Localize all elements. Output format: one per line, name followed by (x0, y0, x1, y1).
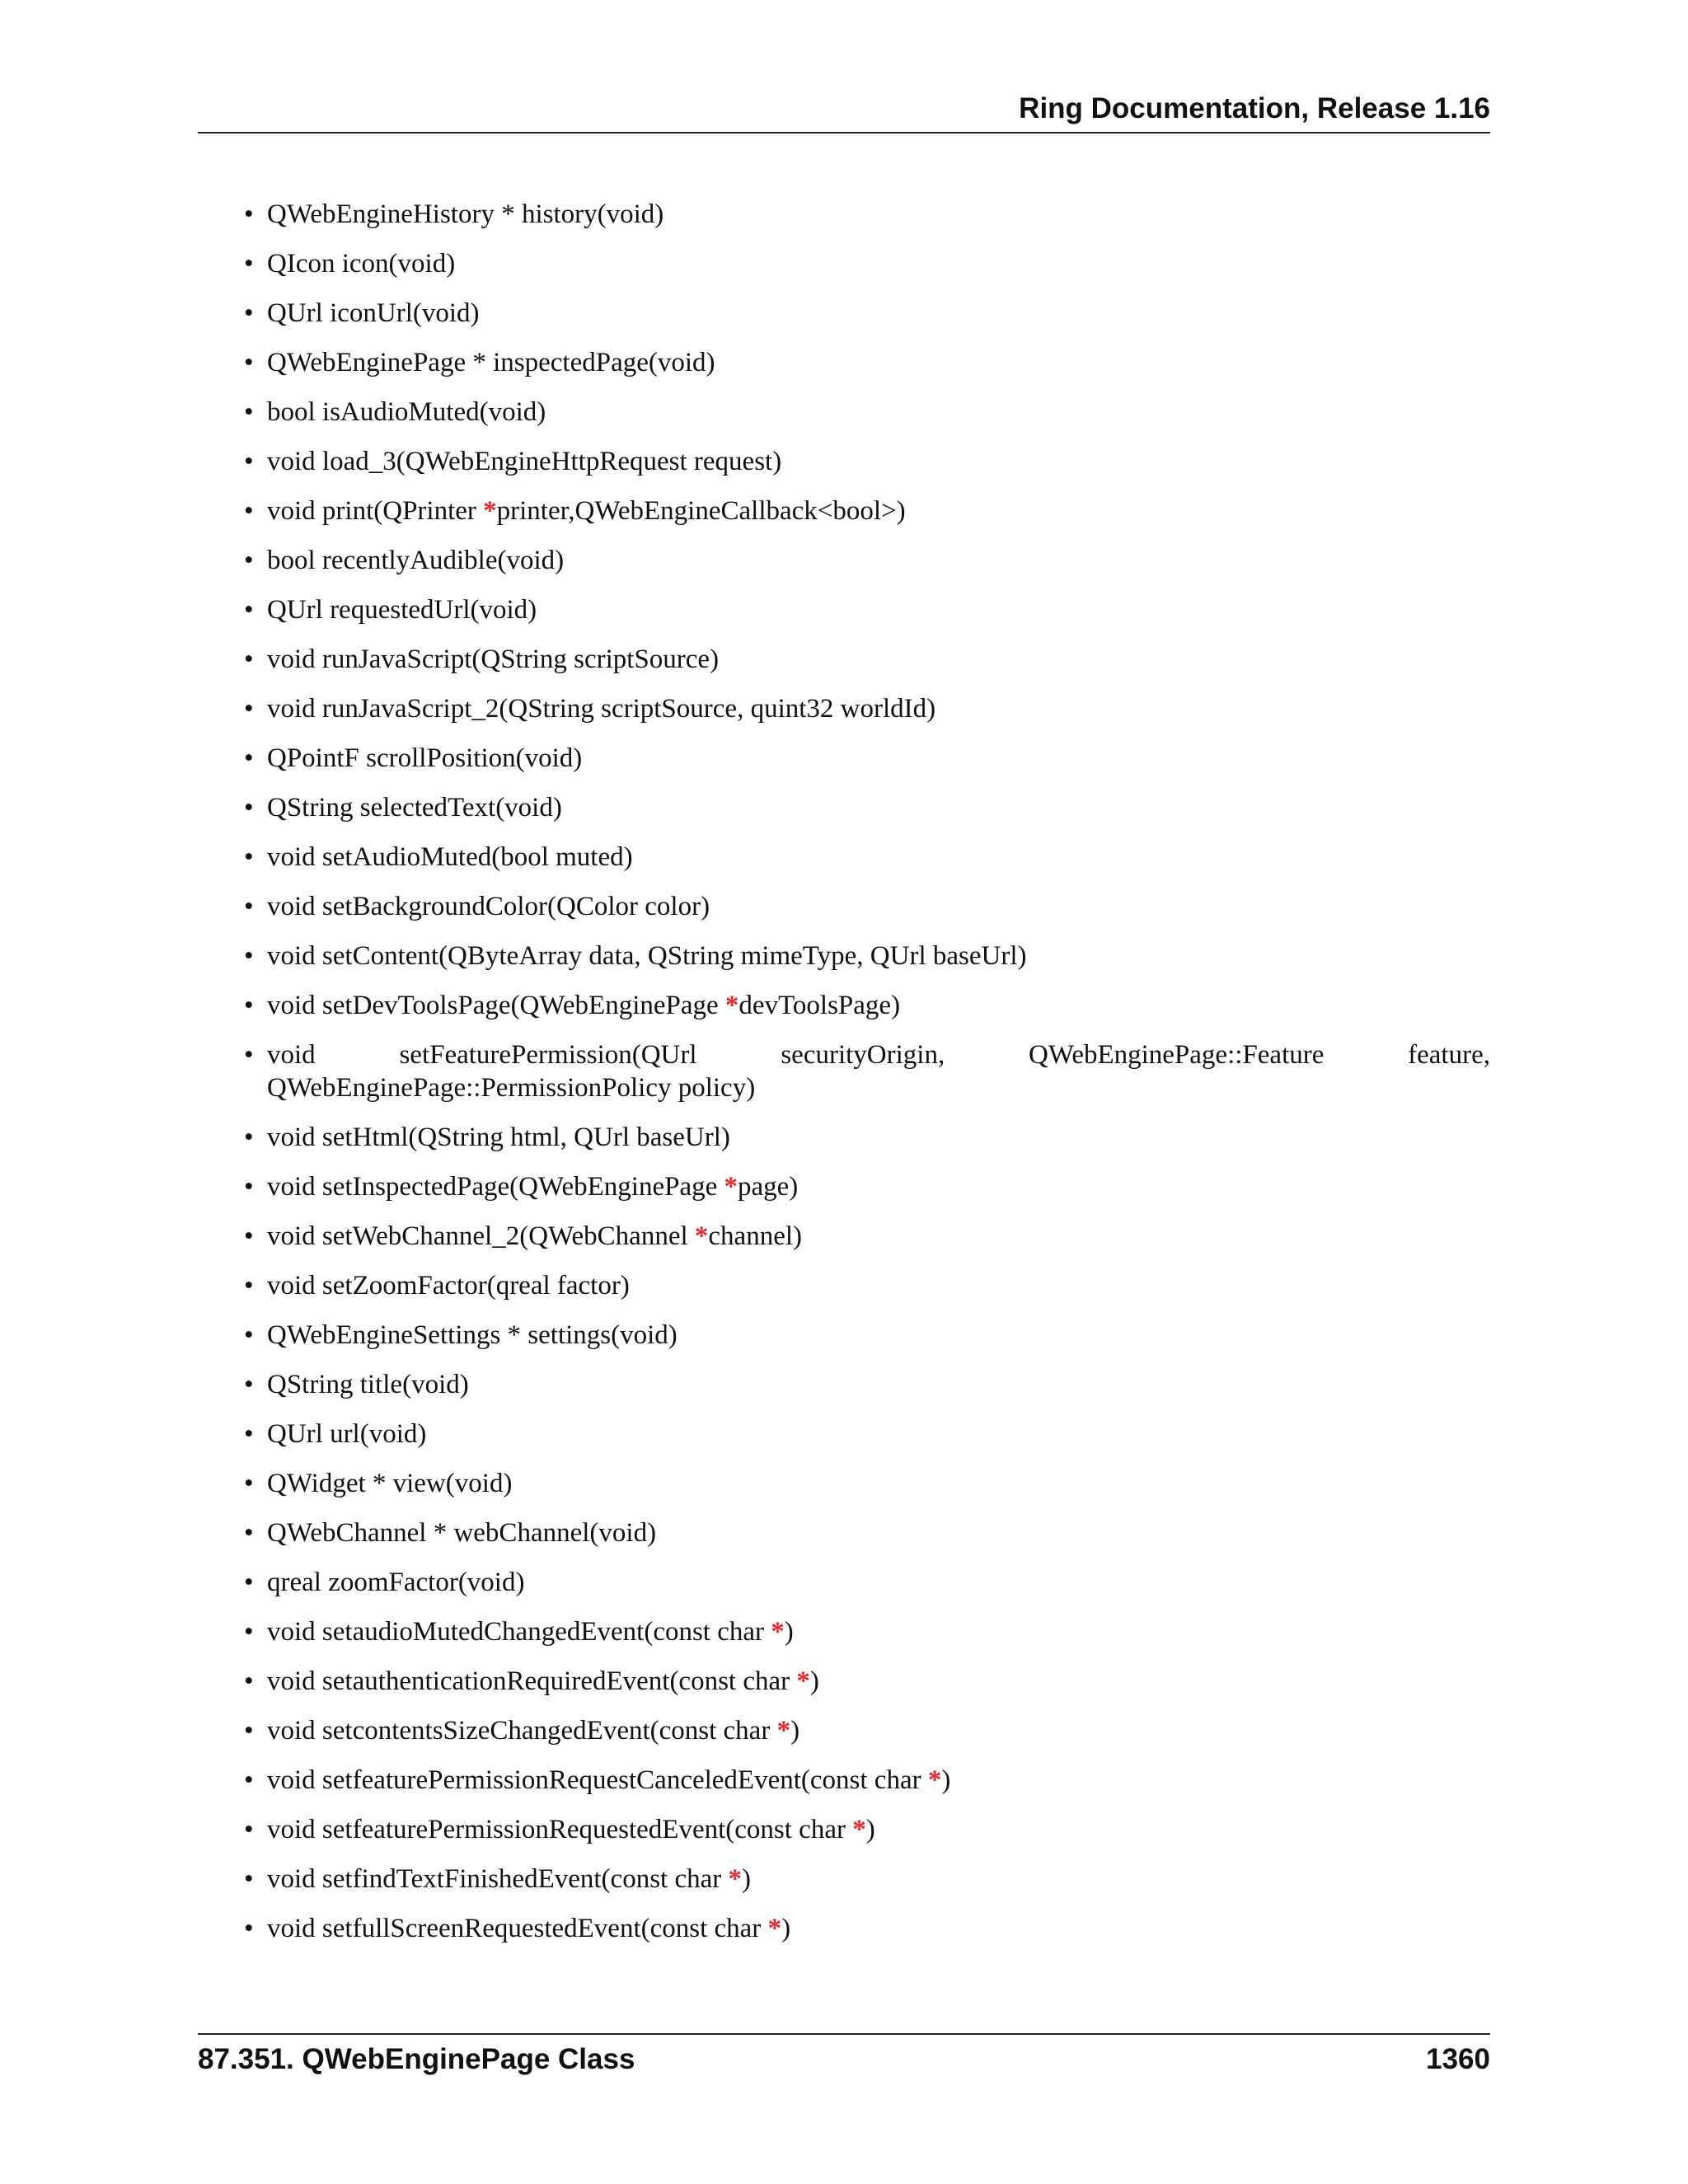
list-item (198, 989, 1490, 1022)
bullet-icon: • (244, 1716, 254, 1746)
item-text: void load_3(QWebEngineHttpRequest request) (267, 447, 782, 476)
bullet-icon: • (244, 1419, 254, 1449)
bullet-icon: • (244, 1568, 254, 1597)
list-item (198, 1813, 1490, 1846)
list-item (198, 1764, 1490, 1797)
bullet-icon: • (244, 1469, 254, 1498)
item-text: QUrl requestedUrl(void) (267, 595, 537, 625)
bullet-icon: • (244, 743, 254, 773)
list-item (198, 297, 1490, 330)
bullet-icon: • (244, 496, 254, 526)
list-item (198, 1665, 1490, 1698)
pointer-asterisk: * (724, 1172, 738, 1202)
list-item (198, 445, 1490, 478)
bullet-icon: • (244, 1221, 254, 1251)
item-text: void setaudioMutedChangedEvent(const char (267, 1617, 771, 1647)
item-text: ) (781, 1914, 791, 1943)
item-text: void setHtml(QString html, QUrl baseUrl) (267, 1122, 730, 1152)
list-item (198, 1368, 1490, 1401)
list-item (198, 494, 1490, 527)
page-header (198, 91, 1490, 134)
list-item (198, 841, 1490, 874)
pointer-asterisk: * (728, 1864, 742, 1894)
bullet-icon: • (244, 1914, 254, 1943)
list-item (198, 1121, 1490, 1154)
item-text: void setfeaturePermissionRequestCanceledEvent(const char (267, 1765, 928, 1795)
list-item (198, 593, 1490, 626)
item-text: QWebEnginePage * inspectedPage(void) (267, 348, 715, 377)
method-list (198, 198, 1490, 1945)
pointer-asterisk: * (796, 1666, 810, 1696)
item-text: ) (865, 1815, 875, 1844)
item-text: QUrl iconUrl(void) (267, 298, 480, 328)
list-item (198, 346, 1490, 379)
item-text: void setfeaturePermissionRequestedEvent(const char (267, 1815, 853, 1844)
list-item (198, 1714, 1490, 1747)
item-text: void setFeaturePermission(QUrl securityOrigin, QWebEnginePage::Feature feature, QWebEnginePage::PermissionPolicy policy) (267, 1040, 1490, 1103)
bullet-icon: • (244, 546, 254, 575)
pointer-asterisk: * (694, 1221, 709, 1251)
page-content (198, 198, 1490, 1961)
bullet-icon: • (244, 1617, 254, 1647)
list-item (198, 742, 1490, 775)
bullet-icon: • (244, 793, 254, 823)
bullet-icon: • (244, 842, 254, 872)
list-item (198, 1516, 1490, 1549)
item-text: void setDevToolsPage(QWebEnginePage (267, 991, 725, 1020)
item-text: void setInspectedPage(QWebEnginePage (267, 1172, 724, 1202)
pointer-asterisk: * (724, 991, 739, 1020)
footer-page-number: 1360 (1426, 2043, 1490, 2075)
list-item (198, 1170, 1490, 1203)
list-item (198, 940, 1490, 972)
item-text: QPointF scrollPosition(void) (267, 743, 583, 773)
item-text: ) (809, 1666, 819, 1696)
list-item (198, 1863, 1490, 1896)
list-item (198, 1912, 1490, 1945)
item-text: QString selectedText(void) (267, 793, 562, 823)
item-text: void setContent(QByteArray data, QString mimeType, QUrl baseUrl) (267, 941, 1027, 971)
bullet-icon: • (244, 447, 254, 476)
list-item (198, 643, 1490, 676)
list-item (198, 1038, 1490, 1104)
pointer-asterisk: * (927, 1765, 942, 1795)
item-text: ) (742, 1864, 751, 1894)
bullet-icon: • (244, 1320, 254, 1350)
list-item (198, 1220, 1490, 1253)
list-item (198, 544, 1490, 577)
bullet-icon: • (244, 397, 254, 427)
bullet-icon: • (244, 1864, 254, 1894)
pointer-asterisk: * (852, 1815, 866, 1844)
bullet-icon: • (244, 1370, 254, 1399)
item-text: QUrl url(void) (267, 1419, 427, 1449)
item-text: void runJavaScript_2(QString scriptSource, quint32 worldId) (267, 694, 936, 724)
item-text: void setZoomFactor(qreal factor) (267, 1271, 630, 1301)
item-text: bool isAudioMuted(void) (267, 397, 546, 427)
list-item (198, 247, 1490, 280)
page-footer (198, 2033, 1490, 2084)
bullet-icon: • (244, 1040, 254, 1070)
list-item (198, 791, 1490, 824)
bullet-icon: • (244, 1271, 254, 1301)
list-item (198, 1467, 1490, 1500)
bullet-icon: • (244, 644, 254, 674)
item-text: QWebChannel * webChannel(void) (267, 1518, 657, 1548)
list-item (198, 890, 1490, 923)
bullet-icon: • (244, 1518, 254, 1548)
item-text: devToolsPage) (738, 991, 901, 1020)
header-title: Ring Documentation, Release 1.16 (1019, 92, 1490, 124)
item-text: printer,QWebEngineCallback<bool>) (496, 496, 906, 526)
pointer-asterisk: * (767, 1914, 782, 1943)
list-item (198, 1269, 1490, 1302)
item-text: QWebEngineHistory * history(void) (267, 199, 664, 229)
bullet-icon: • (244, 1666, 254, 1696)
list-item (198, 1418, 1490, 1451)
list-item (198, 1319, 1490, 1352)
item-text: void setcontentsSizeChangedEvent(const char (267, 1716, 777, 1746)
bullet-icon: • (244, 991, 254, 1020)
bullet-icon: • (244, 249, 254, 279)
bullet-icon: • (244, 1122, 254, 1152)
list-item (198, 692, 1490, 725)
pointer-asterisk: * (771, 1617, 785, 1647)
item-text: qreal zoomFactor(void) (267, 1568, 525, 1597)
bullet-icon: • (244, 941, 254, 971)
item-text: QString title(void) (267, 1370, 469, 1399)
bullet-icon: • (244, 298, 254, 328)
item-text: QWebEngineSettings * settings(void) (267, 1320, 678, 1350)
pointer-asterisk: * (483, 496, 497, 526)
pointer-asterisk: * (776, 1716, 791, 1746)
list-item (198, 1566, 1490, 1599)
bullet-icon: • (244, 348, 254, 377)
list-item (198, 1615, 1490, 1648)
bullet-icon: • (244, 595, 254, 625)
item-text: bool recentlyAudible(void) (267, 546, 565, 575)
item-text: void setfindTextFinishedEvent(const char (267, 1864, 729, 1894)
item-text: ) (790, 1716, 800, 1746)
list-item (198, 198, 1490, 231)
bullet-icon: • (244, 1765, 254, 1795)
bullet-icon: • (244, 199, 254, 229)
bullet-icon: • (244, 1172, 254, 1202)
item-text: void setauthenticationRequiredEvent(const char (267, 1666, 797, 1696)
bullet-icon: • (244, 892, 254, 921)
list-item (198, 396, 1490, 429)
item-text: QIcon icon(void) (267, 249, 456, 279)
item-text: void setBackgroundColor(QColor color) (267, 892, 710, 921)
item-text: channel) (708, 1221, 803, 1251)
item-text: void runJavaScript(QString scriptSource) (267, 644, 720, 674)
bullet-icon: • (244, 694, 254, 724)
item-text: page) (738, 1172, 799, 1202)
bullet-icon: • (244, 1815, 254, 1844)
item-text: ) (784, 1617, 794, 1647)
item-text: QWidget * view(void) (267, 1469, 513, 1498)
item-text: void setfullScreenRequestedEvent(const char (267, 1914, 768, 1943)
item-text: ) (941, 1765, 951, 1795)
item-text: void print(QPrinter (267, 496, 484, 526)
item-text: void setAudioMuted(bool muted) (267, 842, 633, 872)
footer-section-title: 87.351. QWebEnginePage Class (198, 2043, 635, 2075)
item-text: void setWebChannel_2(QWebChannel (267, 1221, 695, 1251)
